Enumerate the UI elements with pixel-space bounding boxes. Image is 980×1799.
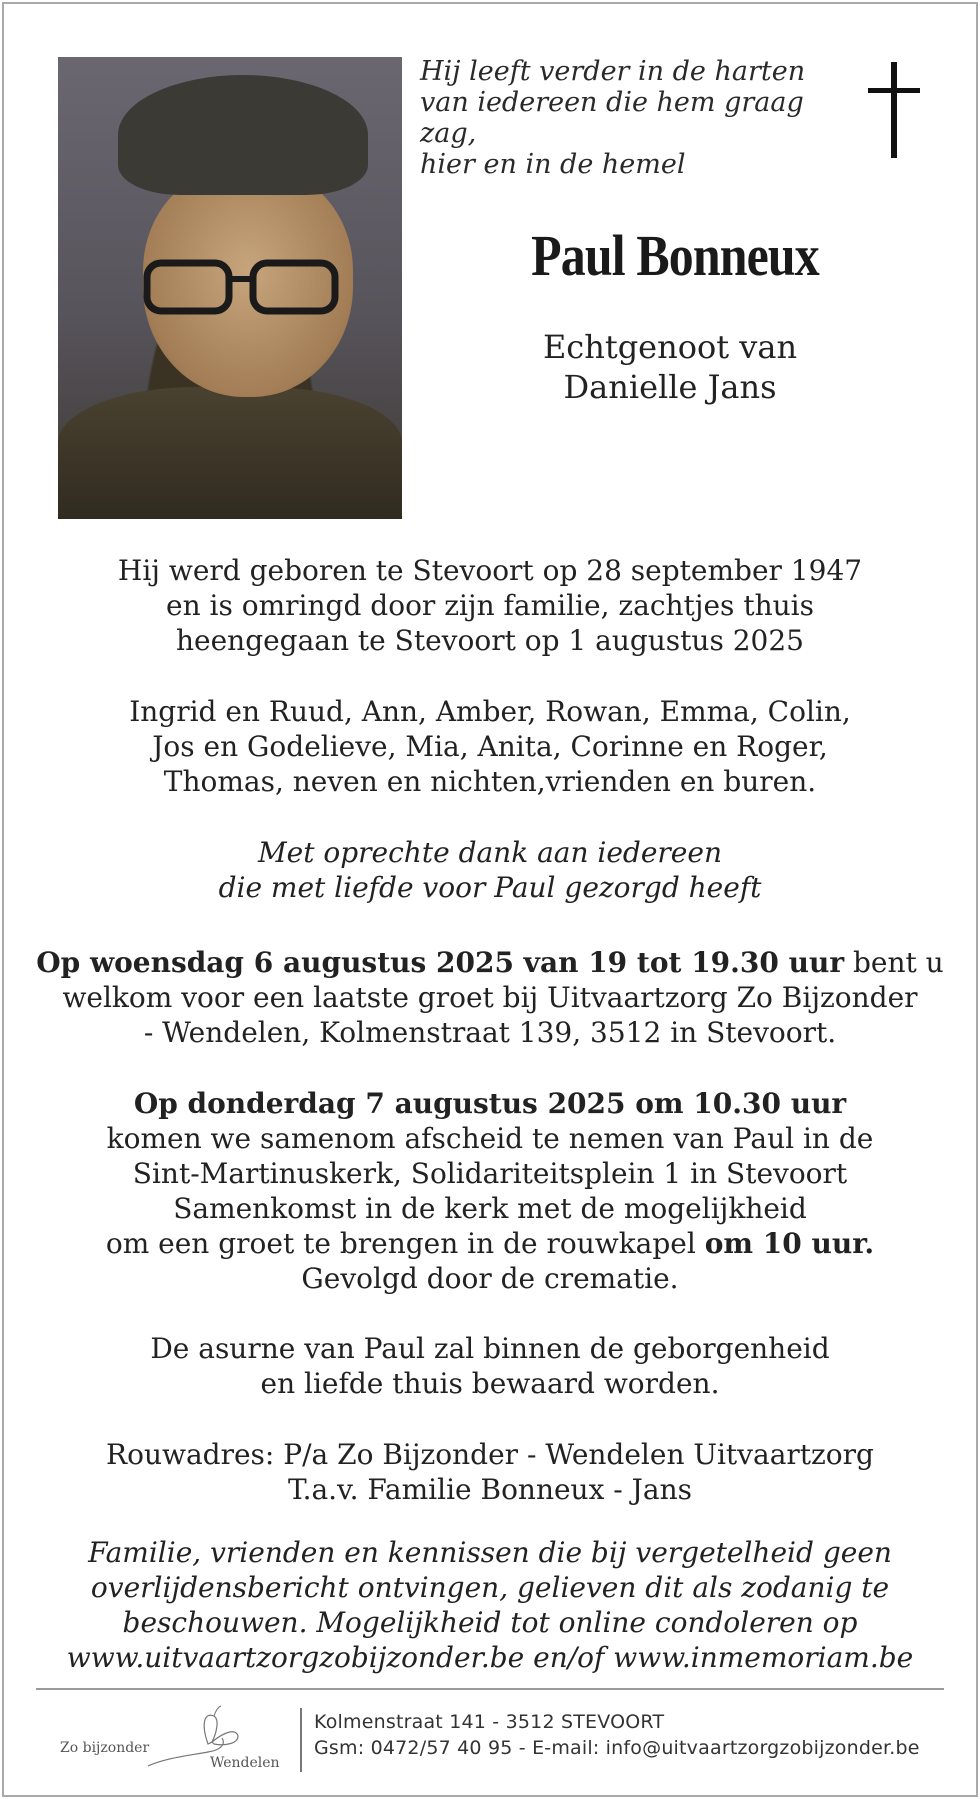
text-line: T.a.v. Familie Bonneux - Jans (288, 1473, 692, 1506)
text-line: Hij werd geboren te Stevoort op 28 september 1947 (117, 554, 863, 587)
text-line: welkom voor een laatste groet bij Uitvaartzorg Zo Bijzonder (62, 981, 918, 1014)
visitation-paragraph (30, 945, 950, 1050)
text-line: Met oprechte dank aan iedereen (258, 836, 722, 869)
footer-separator (300, 1708, 302, 1772)
footer-divider (36, 1688, 944, 1690)
text-line: Sint-Martinuskerk, Solidariteitsplein 1 in Stevoort (132, 1157, 848, 1190)
contact-info (314, 1709, 920, 1761)
spouse-line: Danielle Jans (563, 368, 777, 406)
text-line: en is omringd door zijn familie, zachtjes thuis (166, 589, 814, 622)
contact-phone-email: Gsm: 0472/57 40 95 - E-mail: info@uitvaartzorgzobijzonder.be (314, 1737, 920, 1759)
logo-text: Zo bijzonder (60, 1740, 150, 1756)
spouse-info (430, 327, 910, 407)
text-line: De asurne van Paul zal binnen de geborgenheid (150, 1332, 830, 1365)
text-line: Rouwadres: P/a Zo Bijzonder - Wendelen Uitvaartzorg (106, 1438, 874, 1471)
notice-paragraph (30, 1535, 950, 1675)
poem-line: van iedereen die hem graag zag, (420, 87, 804, 149)
address-paragraph (30, 1437, 950, 1507)
text-line: komen we samenom afscheid te nemen van Paul in de (106, 1122, 874, 1155)
poem-line: hier en in de hemel (420, 149, 686, 180)
text-line: beschouwen. Mogelijkheid tot online condoleren op (122, 1606, 858, 1639)
text-line: www.uitvaartzorgzobijzonder.be en/of www.inmemoriam.be (66, 1641, 914, 1674)
text-line: heengegaan te Stevoort op 1 augustus 2025 (175, 624, 804, 657)
contact-address: Kolmenstraat 141 - 3512 STEVOORT (314, 1711, 665, 1733)
text-line: Samenkomst in de kerk met de mogelijkheid (173, 1192, 807, 1225)
chapel-time: om 10 uur. (704, 1227, 875, 1260)
spouse-line: Echtgenoot van (542, 328, 798, 366)
text-line (30, 945, 950, 980)
portrait-photo (58, 57, 402, 519)
funeral-home-logo (56, 1700, 296, 1780)
logo-text: Wendelen (210, 1755, 280, 1771)
birth-death-paragraph (30, 553, 950, 658)
urn-paragraph (30, 1331, 950, 1401)
funeral-paragraph (30, 1086, 950, 1296)
text-line (30, 1226, 950, 1261)
text-line: Jos en Godelieve, Mia, Anita, Corinne en Roger, (152, 730, 828, 763)
text-line: overlijdensbericht ontvingen, gelieven dit als zodanig te (90, 1571, 890, 1604)
family-paragraph (30, 694, 950, 799)
text-line: Familie, vrienden en kennissen die bij vergetelheid geen (88, 1536, 892, 1569)
text-line: die met liefde voor Paul gezorgd heeft (218, 871, 762, 904)
thanks-paragraph (30, 835, 950, 905)
text-line: Gevolgd door de crematie. (301, 1262, 679, 1295)
poem-line: Hij leeft verder in de harten (420, 56, 806, 87)
text-line: en liefde thuis bewaard worden. (260, 1367, 720, 1400)
text-line: - Wendelen, Kolmenstraat 139, 3512 in Stevoort. (143, 1016, 837, 1049)
cross-icon (866, 60, 922, 160)
text-line: Ingrid en Ruud, Ann, Amber, Rowan, Emma, Colin, (129, 695, 851, 728)
deceased-name: Paul Bonneux (531, 223, 819, 288)
text-fragment: bent u (844, 946, 944, 979)
funeral-date: Op donderdag 7 augustus 2025 om 10.30 uur (133, 1087, 847, 1120)
memorial-poem (420, 56, 860, 180)
text-line: Thomas, neven en nichten,vrienden en buren. (163, 765, 817, 798)
text-fragment: om een groet te brengen in de rouwkapel (105, 1227, 705, 1260)
visitation-date: Op woensdag 6 augustus 2025 van 19 tot 19.30 uur (36, 946, 845, 979)
